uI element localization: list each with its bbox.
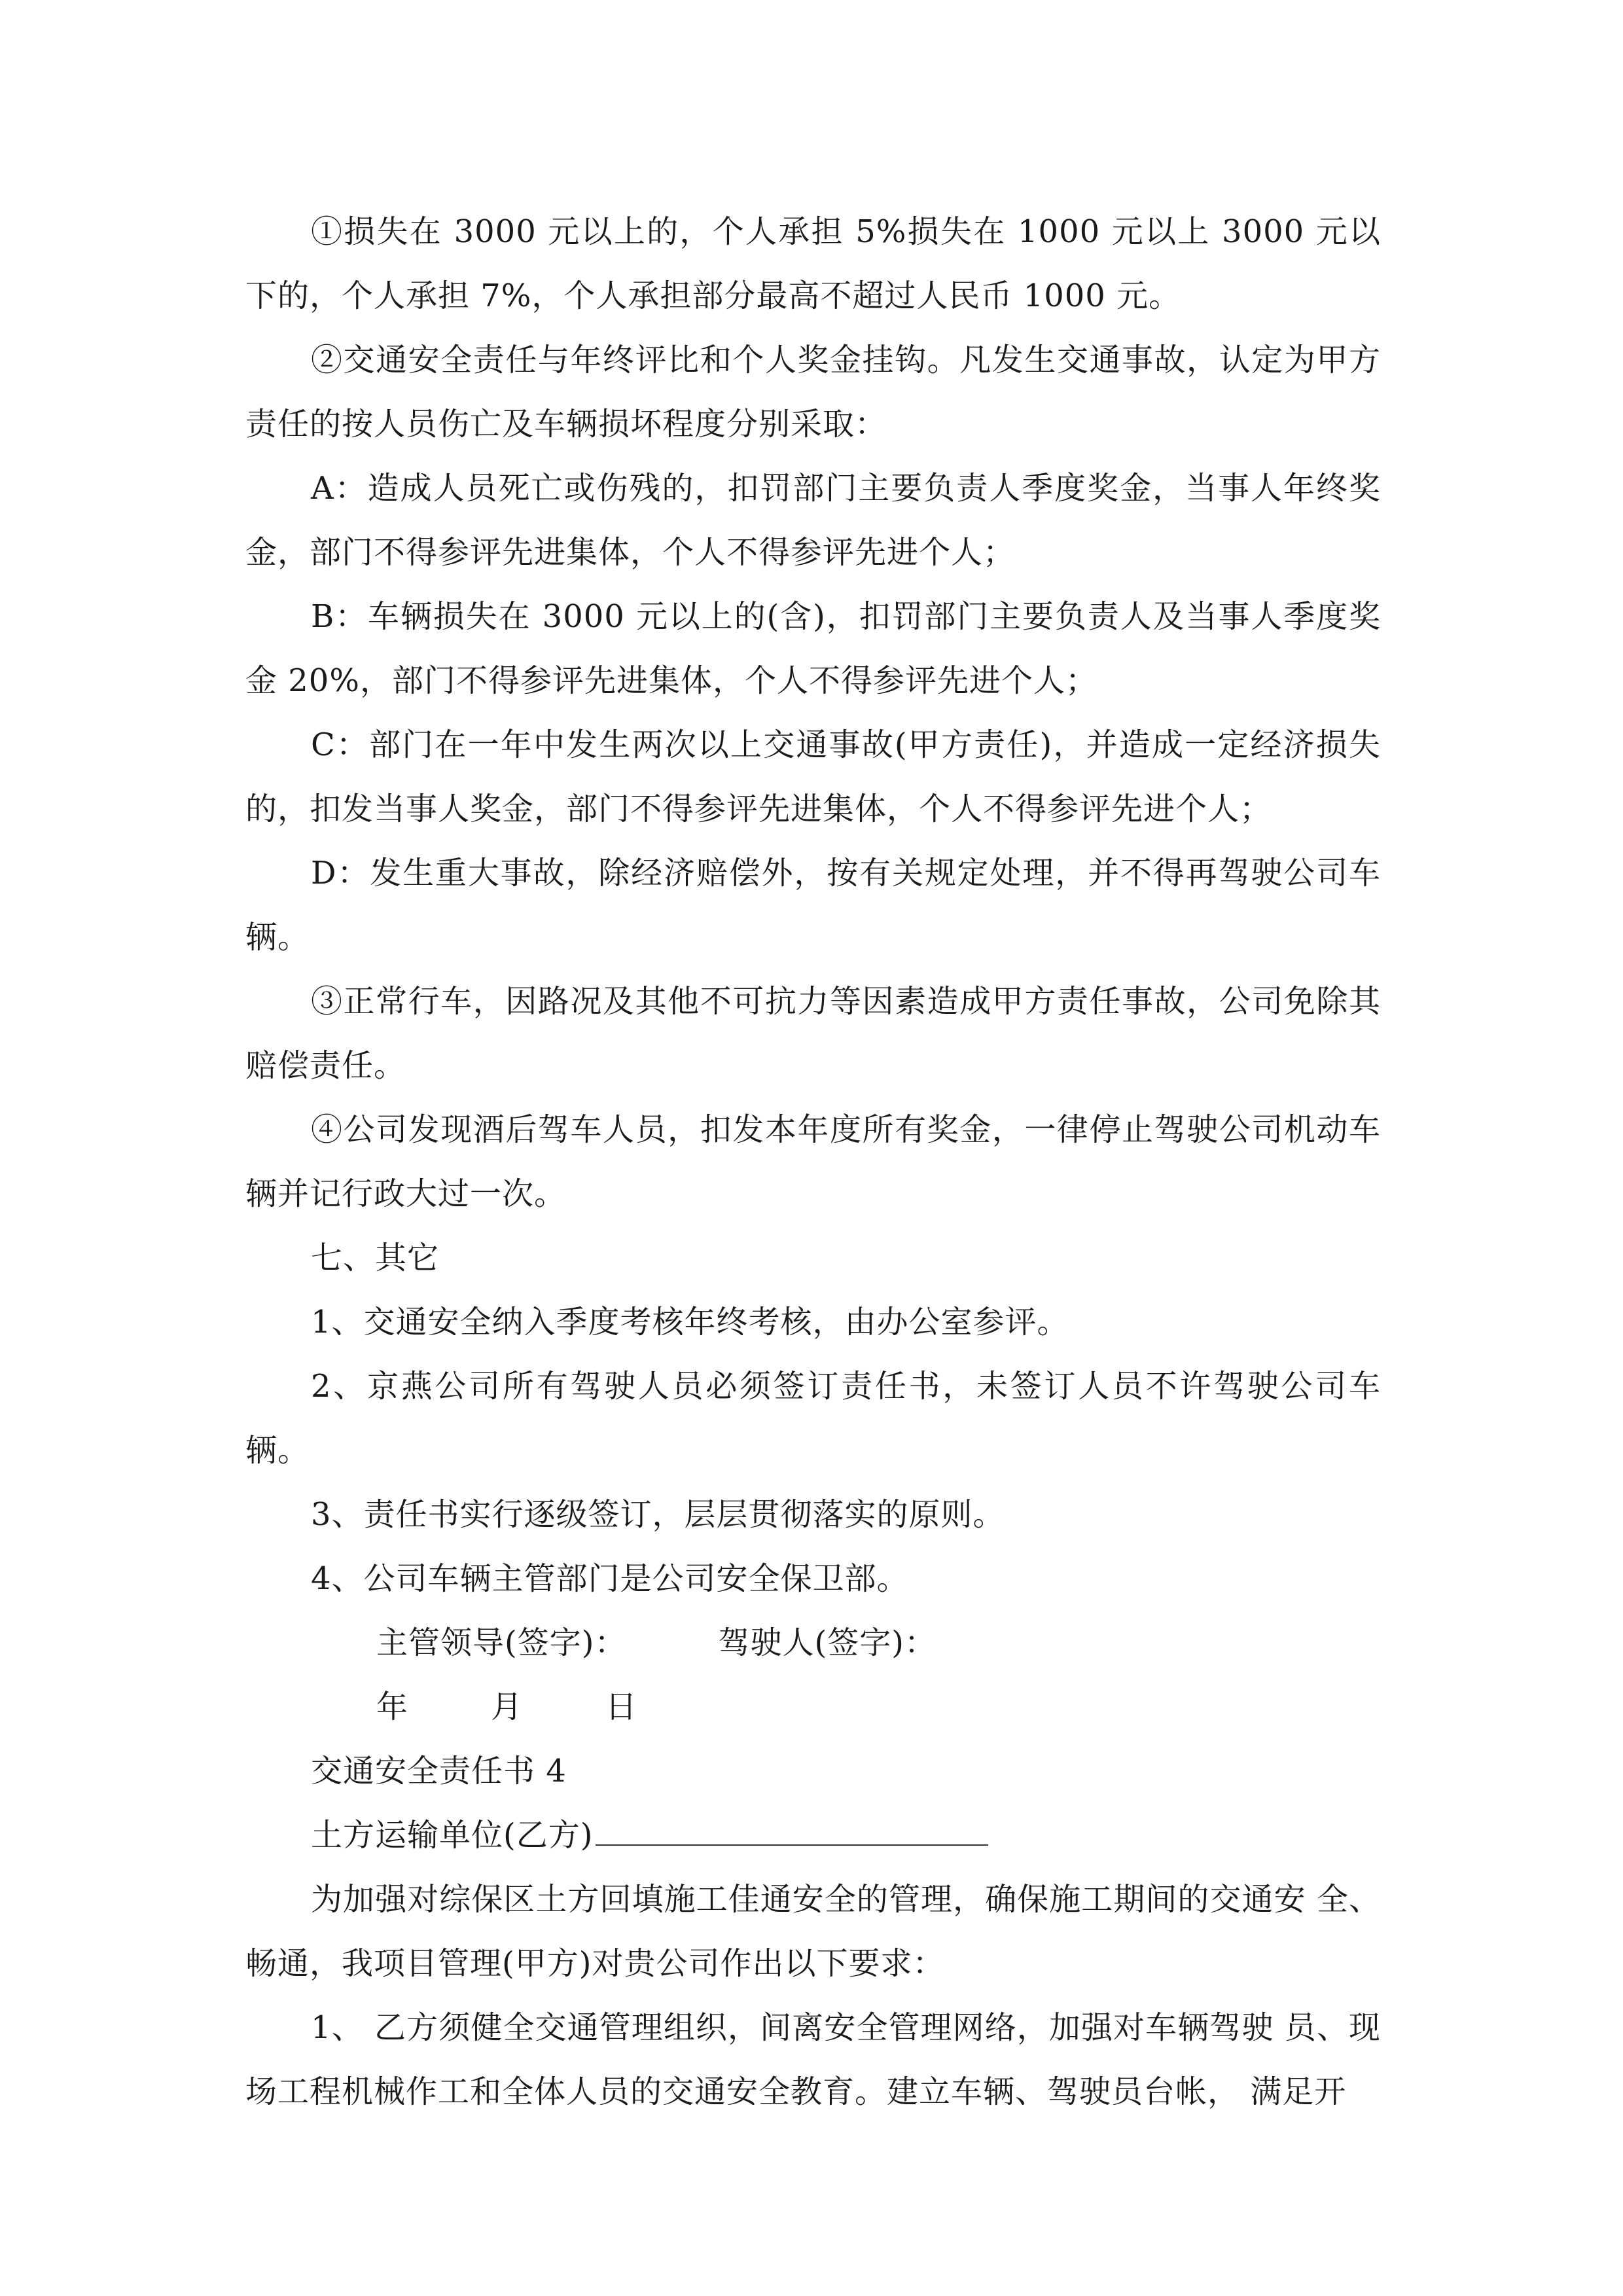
document-body (245, 200, 1381, 2124)
paragraph-clause-a: A：造成人员死亡或伤残的，扣罚部门主要负责人季度奖金，当事人年终奖金，部门不得参评先进集体，个人不得参评先进个人； (245, 470, 1381, 571)
paragraph-bonus-link: ②交通安全责任与年终评比和个人奖金挂钩。凡发生交通事故，认定为甲方责任的按人员伤亡及车辆损坏程度分别采取： (245, 342, 1381, 442)
party-b-blank-line (596, 1844, 988, 1846)
party-b-row (245, 1803, 1381, 1867)
section-title: 交通安全责任书 4 (311, 1753, 567, 1789)
date-row (245, 1675, 1381, 1739)
paragraph-intro-requirements: 为加强对综保区土方回填施工佳通安全的管理，确保施工期间的交通安 全、畅通，我项目管理(甲方)对贵公司作出以下要求： (245, 1881, 1381, 1982)
signature-driver-label: 驾驶人(签字)： (718, 1624, 936, 1661)
signature-leader-label: 主管领导(签字)： (376, 1624, 627, 1661)
date-year-label: 年 (376, 1689, 409, 1725)
paragraph-clause-b: B：车辆损失在 3000 元以上的(含)，扣罚部门主要负责人及当事人季度奖金 20%，部门不得参评先进集体，个人不得参评先进个人； (245, 598, 1381, 699)
date-month-label: 月 (491, 1689, 524, 1725)
list-item-2: 2、京燕公司所有驾驶人员必须签订责任书，未签订人员不许驾驶公司车辆。 (245, 1368, 1381, 1469)
paragraph-requirement-1: 1、 乙方须健全交通管理组织，间离安全管理网络，加强对车辆驾驶 员、现场工程机械作工和全体人员的交通安全教育。建立车辆、驾驶员台帐， 满足开 (245, 2009, 1381, 2110)
list-item-1: 1、交通安全纳入季度考核年终考核，由办公室参评。 (311, 1304, 1069, 1340)
paragraph-drunk-driving: ④公司发现酒后驾车人员，扣发本年度所有奖金，一律停止驾驶公司机动车辆并记行政大过一次。 (245, 1111, 1381, 1212)
paragraph-loss-clause: ①损失在 3000 元以上的，个人承担 5%损失在 1000 元以上 3000 元以下的，个人承担 7%，个人承担部分最高不超过人民币 1000 元。 (245, 213, 1381, 314)
paragraph-force-majeure: ③正常行车，因路况及其他不可抗力等因素造成甲方责任事故，公司免除其赔偿责任。 (245, 983, 1381, 1084)
date-day-label: 日 (605, 1689, 638, 1725)
paragraph-clause-d: D：发生重大事故，除经济赔偿外，按有关规定处理，并不得再驾驶公司车辆。 (245, 855, 1381, 956)
party-b-label: 土方运输单位(乙方) (311, 1817, 594, 1854)
list-item-3: 3、责任书实行逐级签订，层层贯彻落实的原则。 (311, 1496, 1005, 1533)
paragraph-clause-c: C：部门在一年中发生两次以上交通事故(甲方责任)，并造成一定经济损失的，扣发当事人奖金，部门不得参评先进集体，个人不得参评先进个人； (245, 726, 1381, 827)
section-heading-other: 七、其它 (311, 1240, 440, 1276)
list-item-4: 4、公司车辆主管部门是公司安全保卫部。 (311, 1560, 909, 1597)
signature-row (245, 1611, 1381, 1675)
